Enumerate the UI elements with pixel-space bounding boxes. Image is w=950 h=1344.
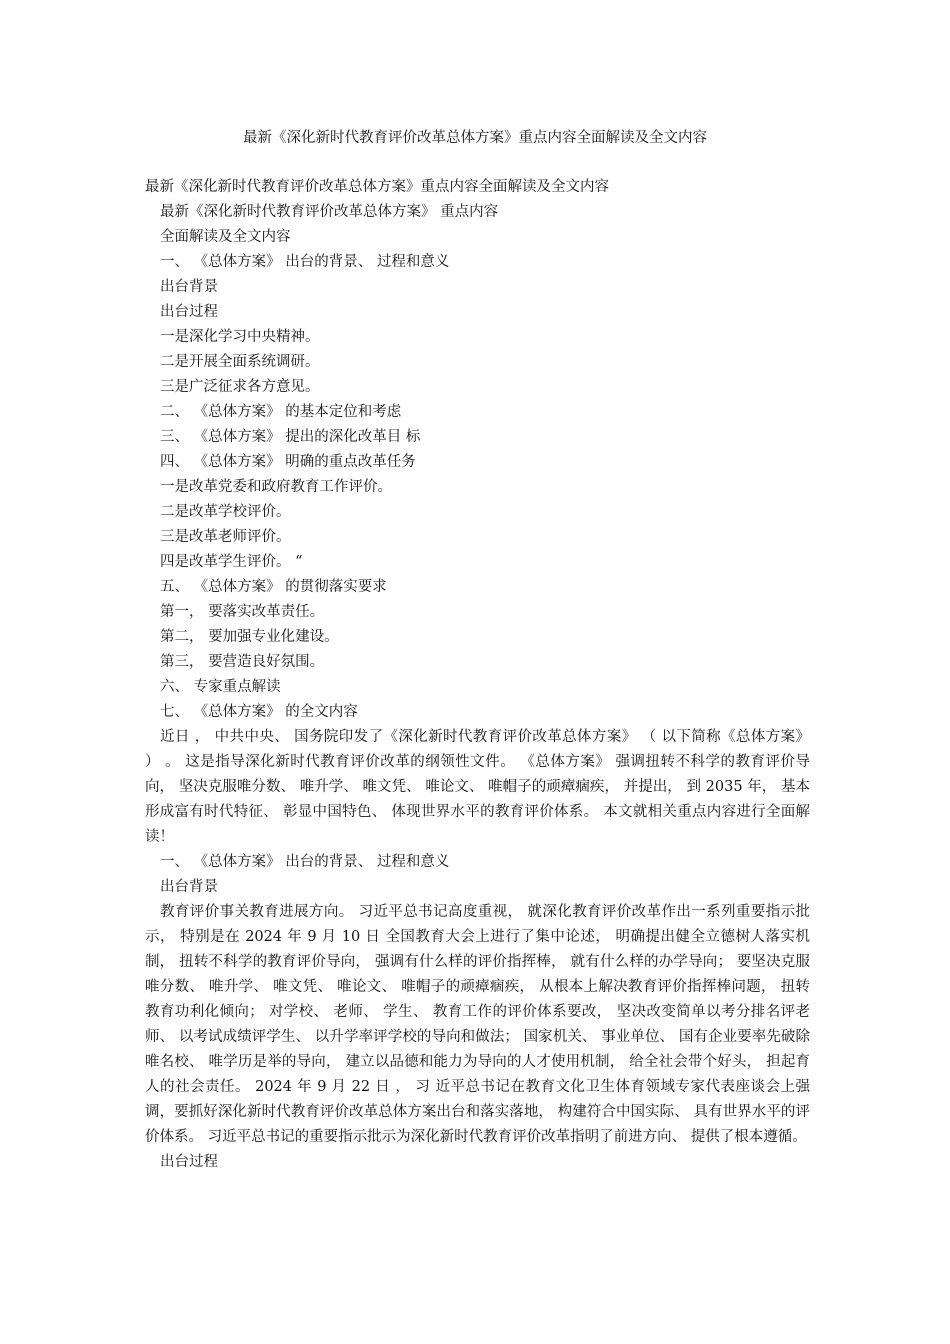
outline-line: 全面解读及全文内容 (160, 229, 291, 245)
outline-line: 一是改革党委和政府教育工作评价。 (160, 479, 392, 495)
outline-line: 一、 《总体方案》 出台的背景、 过程和意义 (160, 254, 450, 270)
outline-line: 二、 《总体方案》 的基本定位和考虑 (160, 404, 402, 420)
outline-line: 一是深化学习中央精神。 (160, 329, 320, 345)
section-heading: 一、 《总体方案》 出台的背景、 过程和意义 (160, 854, 450, 870)
outline-line: 四是改革学生评价。 “ (160, 554, 303, 570)
outline-line: 第一， 要落实改革责任。 (160, 604, 325, 620)
outline-line: 三、 《总体方案》 提出的深化改革目 标 (160, 429, 421, 445)
sub-heading-process: 出台过程 (160, 1154, 218, 1170)
outline-line: 出台背景 (160, 279, 218, 295)
header-line: 最新《深化新时代教育评价改革总体方案》重点内容全面解读及全文内容 (145, 179, 609, 195)
document-title: 最新《深化新时代教育评价改革总体方案》重点内容全面解读及全文内容 (243, 130, 707, 146)
outline-line: 第二， 要加强专业化建设。 (160, 629, 339, 645)
outline-line: 四、 《总体方案》 明确的重点改革任务 (160, 454, 416, 470)
outline-line: 三是改革老师评价。 (160, 529, 291, 545)
outline-line: 第三， 要营造良好氛围。 (160, 654, 325, 670)
outline-line: 最新《深化新时代教育评价改革总体方案》 重点内容 (160, 204, 499, 220)
intro-paragraph: 近日 ， 中共中央、 国务院印发了《深化新时代教育评价改革总体方案》 （ 以下简称《总体方案》 ） 。 这是指导深化新时代教育评价改革的纲领性文件。 《总体方案》 强调扭转不科学的教育评价导向， 坚决克服唯分数、 唯升学、 唯文凭、 唯论文、 唯帽子的顽瘴痼疾， 并提出， 到 2035 年， 基本形成富有时代特征、 彰显中国特色、 体现世界水平的教育评价体系。 本文就相关重点内容进行全面解读！ (145, 729, 810, 845)
document-body (145, 175, 810, 1175)
outline-line: 三是广泛征求各方意见。 (160, 379, 320, 395)
outline-line: 五、 《总体方案》 的贯彻落实要求 (160, 579, 387, 595)
background-paragraph: 教育评价事关教育进展方向。 习近平总书记高度重视， 就深化教育评价改革作出一系列重要指示批示， 特别是在 2024 年 9 月 10 日 全国教育大会上进行了集中论述， 明确提出健全立德树人落实机制， 扭转不科学的教育评价导向， 强调有什么样的评价指挥棒， 就有什么样的办学导向； 要坚决克服唯分数、 唯升学、 唯文凭、 唯论文、 唯帽子的顽瘴痼疾， 从根本上解决教育评价指挥棒问题， 扭转教育功利化倾向； 对学校、 老师、 学生、 教育工作的评价体系要改， 坚决改变简单以考分排名评老师、 以考试成绩评学生、 以升学率评学校的导向和做法； 国家机关、 事业单位、 国有企业要率先破除唯名校、 唯学历是举的导向， 建立以品德和能力为导向的人才使用机制， 给全社会带个好头， 担起育人的社会责任。 2024 年 9 月 22 日 ， 习 近平总书记在教育文化卫生体育领域专家代表座谈会上强调，要抓好深化新时代教育评价改革总体方案出台和落实落地， 构建符合中国实际、 具有世界水平的评价体系。 习近平总书记的重要指示批示为深化新时代教育评价改革指明了前进方向、 提供了根本遵循。 (145, 904, 810, 1145)
outline-line: 六、 专家重点解读 (160, 679, 281, 695)
outline-line: 二是开展全面系统调研。 (160, 354, 320, 370)
outline-line: 七、 《总体方案》 的全文内容 (160, 704, 358, 720)
outline-line: 二是改革学校评价。 (160, 504, 291, 520)
outline-line: 出台过程 (160, 304, 218, 320)
sub-heading-background: 出台背景 (160, 879, 218, 895)
